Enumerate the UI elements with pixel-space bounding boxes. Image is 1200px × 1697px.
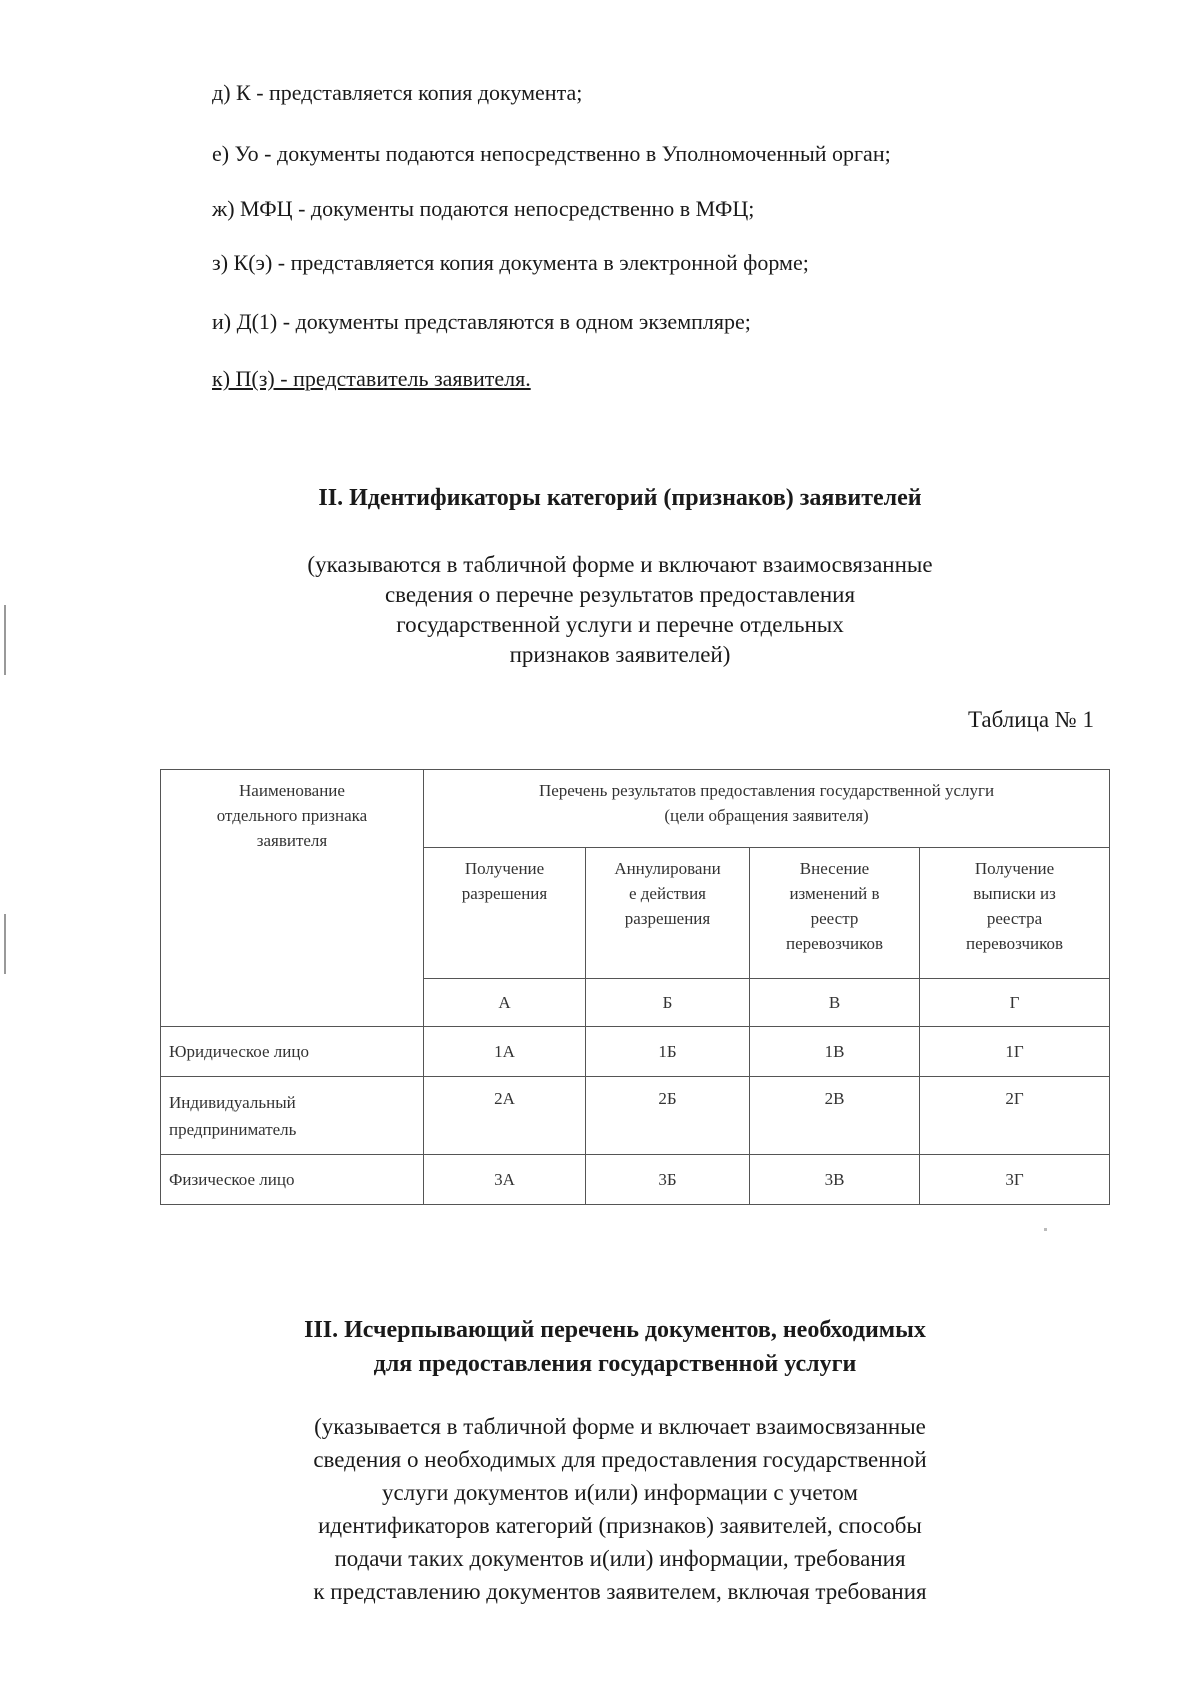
header-text: Аннулировани — [614, 859, 721, 878]
header-text: перевозчиков — [965, 934, 1064, 953]
header-text: изменений в — [789, 884, 880, 903]
header-text: (цели обращения заявителя) — [664, 806, 869, 825]
column-code: В — [750, 979, 920, 1027]
table-cell: 3Г — [920, 1155, 1110, 1205]
column-code: Б — [586, 979, 750, 1027]
row-label-text: Индивидуальный — [169, 1093, 296, 1112]
header-text: заявителя — [256, 831, 328, 850]
table-cell: 1Г — [920, 1027, 1110, 1077]
row-label — [161, 1077, 424, 1155]
column-code: Г — [920, 979, 1110, 1027]
table-cell: 2Б — [586, 1077, 750, 1155]
description-line: сведения о необходимых для предоставления государственной — [313, 1447, 927, 1472]
description-line: государственной услуги и перечне отдельных — [396, 612, 844, 637]
header-text: Внесение — [799, 859, 870, 878]
table-cell: 1А — [424, 1027, 586, 1077]
header-text: е действия — [628, 884, 706, 903]
heading-line: для предоставления государственной услуги — [373, 1351, 857, 1377]
row-label-text: Физическое лицо — [169, 1169, 295, 1189]
column-header — [586, 848, 750, 979]
legend-item: ж) МФЦ - документы подаются непосредственно в МФЦ; — [212, 196, 755, 221]
header-text: разрешения — [624, 909, 711, 928]
applicant-categories-table — [160, 769, 1110, 1205]
row-label-text: предприниматель — [169, 1120, 297, 1139]
section-description — [0, 1410, 1200, 1608]
description-line: подачи таких документов и(или) информации, требования — [334, 1546, 906, 1571]
table-cell: 1В — [750, 1027, 920, 1077]
group-header-cell — [424, 770, 1110, 848]
description-line: сведения о перечне результатов предоставления — [384, 582, 856, 607]
legend-item: к) П(з) - представитель заявителя. — [212, 366, 531, 391]
section-heading — [0, 1313, 1200, 1381]
header-text: Получение — [464, 859, 545, 878]
table-cell: 3Б — [586, 1155, 750, 1205]
header-text: разрешения — [461, 884, 548, 903]
header-text: отдельного признака — [216, 806, 368, 825]
column-header — [920, 848, 1110, 979]
header-text: реестр — [810, 909, 859, 928]
header-text: выписки из — [973, 884, 1056, 903]
table-cell: 2А — [424, 1077, 586, 1155]
table-cell: 3В — [750, 1155, 920, 1205]
table-row — [161, 1027, 1110, 1077]
legend-item: и) Д(1) - документы представляются в одном экземпляре; — [212, 309, 751, 334]
table-cell: 2В — [750, 1077, 920, 1155]
section-description — [0, 550, 1200, 670]
scan-artifact — [4, 605, 6, 675]
description-line: идентификаторов категорий (признаков) заявителей, способы — [318, 1513, 922, 1538]
table-row — [161, 1155, 1110, 1205]
row-label — [161, 1027, 424, 1077]
row-header-cell — [161, 770, 424, 1027]
table-cell: 1Б — [586, 1027, 750, 1077]
column-header — [424, 848, 586, 979]
column-code: А — [424, 979, 586, 1027]
table-row — [161, 1077, 1110, 1155]
scan-artifact — [1044, 1228, 1047, 1231]
legend-item: з) К(э) - представляется копия документа в электронной форме; — [212, 250, 809, 275]
legend-item: д) К - представляется копия документа; — [212, 80, 583, 105]
section-heading: II. Идентификаторы категорий (признаков) заявителей — [318, 485, 922, 511]
header-text: Получение — [974, 859, 1055, 878]
heading-line: III. Исчерпывающий перечень документов, необходимых — [304, 1317, 926, 1343]
description-line: признаков заявителей) — [509, 642, 731, 667]
table-cell: 3А — [424, 1155, 586, 1205]
header-text: Наименование — [239, 781, 345, 800]
column-header — [750, 848, 920, 979]
table-label: Таблица № 1 — [967, 707, 1094, 732]
description-line: (указываются в табличной форме и включают взаимосвязанные — [307, 552, 933, 577]
row-label-text: Юридическое лицо — [169, 1041, 309, 1061]
description-line: услуги документов и(или) информации с учетом — [382, 1480, 858, 1505]
header-text: перевозчиков — [785, 934, 884, 953]
description-line: к представлению документов заявителем, включая требования — [313, 1579, 927, 1604]
description-line: (указывается в табличной форме и включает взаимосвязанные — [314, 1414, 926, 1439]
scan-artifact — [4, 914, 6, 974]
table-cell: 2Г — [920, 1077, 1110, 1155]
row-label — [161, 1155, 424, 1205]
legend-item: е) Уо - документы подаются непосредственно в Уполномоченный орган; — [212, 141, 891, 166]
header-text: Перечень результатов предоставления государственной услуги — [538, 781, 995, 800]
header-text: реестра — [986, 909, 1043, 928]
